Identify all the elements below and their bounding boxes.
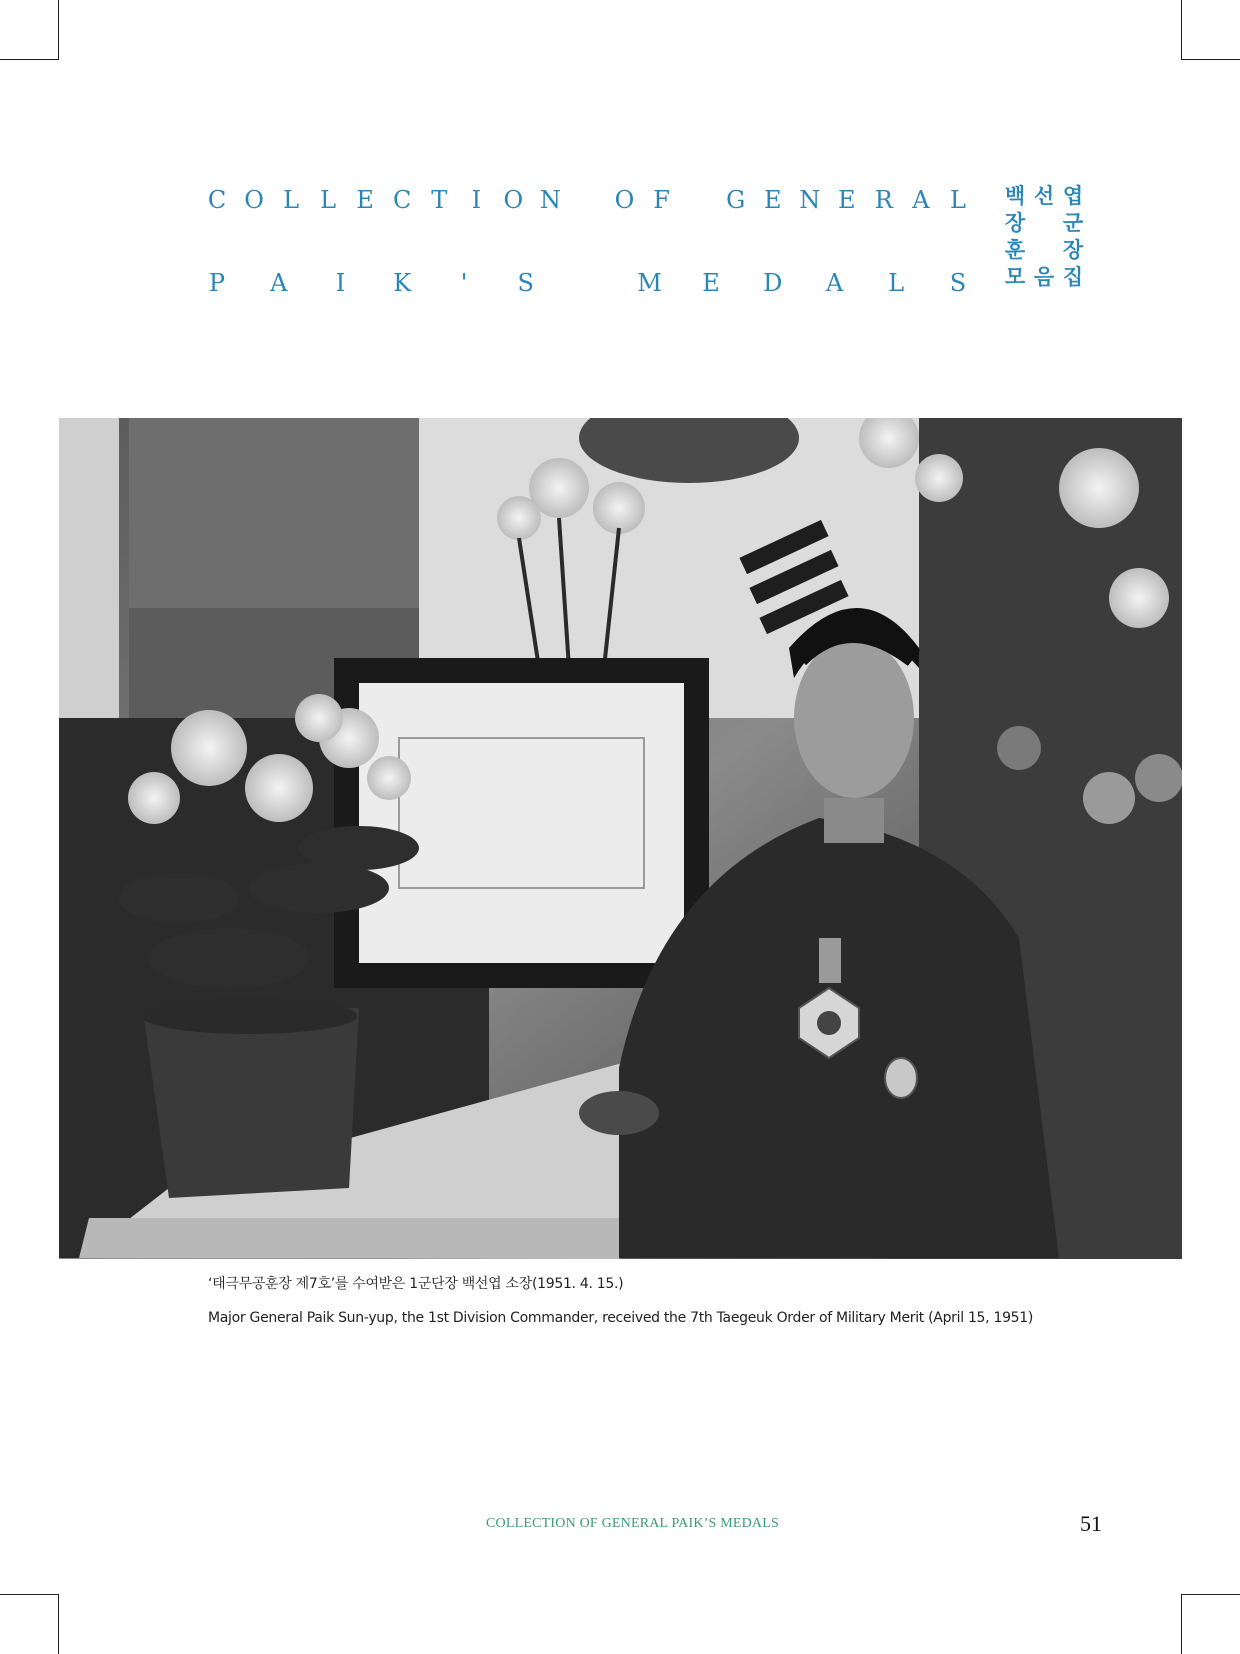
title-line-2-letter: S [949,269,967,297]
caption-english: Major General Paik Sun-yup, the 1st Division Commander, received the 7th Taegeuk Order of Military Merit (April 15, 1951) [208,1310,1034,1326]
title-line-2-letter: P [208,269,226,297]
korean-title-line [1003,183,1085,210]
title-line-1-letter [687,185,711,215]
title-line-2-letter: E [702,269,720,297]
title-line-2-letter: A [825,269,844,297]
crop-mark-bottom-right-h [1181,1594,1240,1595]
korean-title-char: 엽 [1062,184,1084,208]
title-line-1-letter: L [283,186,300,214]
korean-title-line [1003,264,1085,291]
korean-title-char: 백 [1004,184,1026,208]
title-line-2-letter: I [335,269,346,297]
korean-title-line [1003,237,1085,264]
page-number: 51 [1080,1511,1102,1536]
title-line-1-letter: I [471,186,482,214]
crop-mark-top-left-h [0,59,59,60]
korean-title-char [1032,237,1056,264]
title-line-1-letter [575,185,599,215]
title-line-1-letter: E [763,186,782,214]
title-line-2-letter: D [763,269,783,297]
footer-title: COLLECTION OF GENERAL PAIK’S MEDALS [486,1516,779,1531]
korean-title-char: 집 [1062,265,1084,289]
title-line-1-letter: E [838,186,856,214]
title-line-2-letter: M [637,269,662,297]
title-line-1-letter: F [653,186,670,214]
title-line-1-letter: R [874,186,893,214]
title-line-1-letter: O [503,186,524,214]
title-line-1-letter: O [614,186,635,214]
title-line-1-letter: L [949,186,966,214]
title-line-2-letter: S [517,269,534,297]
crop-mark-top-left-v [58,0,59,60]
korean-title-char: 선 [1033,184,1055,208]
title-line-1-letter: T [431,186,448,214]
title-line-1-letter: O [244,186,264,214]
crop-mark-top-right-h [1181,59,1240,60]
crop-mark-bottom-left-v [58,1594,59,1654]
korean-title-line [1003,210,1085,237]
title-line-2-letter: L [888,269,905,297]
korean-title [1003,183,1085,291]
korean-title-char: 장 [1062,238,1084,262]
crop-mark-bottom-left-h [0,1594,59,1595]
title-line-2-letter: ' [460,269,468,297]
title-line-1-letter: E [356,186,374,214]
caption-korean: ‘태극무공훈장 제7호’를 수여받은 1군단장 백선엽 소장(1951. 4. 15.) [208,1276,624,1292]
title-line-1-letter: N [799,186,821,214]
title-line-1-letter: C [207,186,227,214]
title-line-2-letter [576,268,600,298]
korean-title-char: 장 [1004,211,1026,235]
crop-mark-bottom-right-v [1181,1594,1182,1654]
title-line-1-letter: G [726,186,746,214]
title-line-1-letter: L [320,186,337,214]
title-line-1 [205,185,970,215]
title-line-2 [205,268,970,298]
title-line-2-letter: K [393,269,412,297]
title-line-2-letter: A [270,269,288,297]
korean-title-char: 군 [1062,211,1084,235]
korean-title-char [1032,210,1056,237]
title-line-1-letter: N [539,186,561,214]
crop-mark-top-right-v [1181,0,1182,60]
photo-illustration [59,418,1182,1259]
title-line-1-letter: A [912,186,930,214]
historical-photo [59,418,1182,1259]
korean-title-char: 모 [1004,265,1026,289]
korean-title-char: 훈 [1004,238,1026,262]
korean-title-char: 음 [1033,265,1055,289]
title-line-1-letter: C [393,186,412,214]
